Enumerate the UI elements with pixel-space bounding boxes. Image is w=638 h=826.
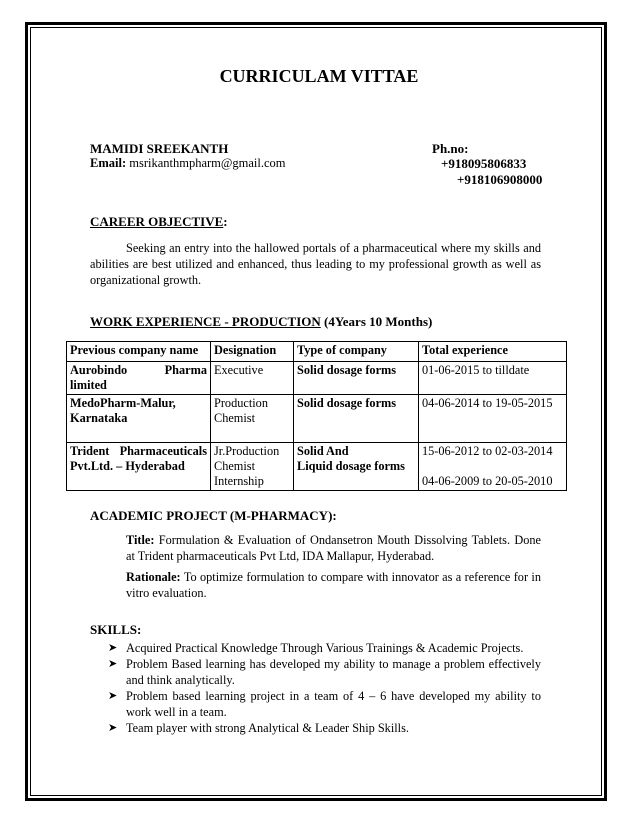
column-header: Previous company name — [67, 342, 211, 362]
email-line — [90, 156, 286, 171]
list-item — [108, 640, 541, 656]
experience-cell: 04-06-2014 to 19-05-2015 — [419, 395, 567, 443]
skill-text: Team player with strong Analytical & Leader Ship Skills. — [126, 721, 409, 735]
designation-line: Chemist — [214, 459, 255, 473]
company-name-part: Pharmaceuticals — [119, 444, 207, 458]
designation-line: Chemist — [214, 411, 255, 425]
designation-line: Jr.Production — [214, 444, 280, 458]
arrow-bullet-icon: ➤ — [108, 722, 118, 734]
project-rationale-paragraph — [126, 569, 541, 601]
phone-label: Ph.no: — [432, 141, 469, 156]
designation-cell — [211, 443, 294, 491]
company-name-part: Aurobindo — [70, 363, 128, 377]
project-title-paragraph — [126, 532, 541, 564]
career-objective-colon: : — [223, 214, 228, 229]
designation-line: Internship — [214, 474, 264, 488]
company-type-line: Solid And — [297, 444, 349, 458]
academic-project-heading: ACADEMIC PROJECT (M-PHARMACY): — [90, 508, 337, 523]
company-type-line: Liquid dosage forms — [297, 459, 405, 473]
experience-line: 04-06-2009 to 20-05-2010 — [422, 474, 553, 488]
skill-text: Acquired Practical Knowledge Through Various Trainings & Academic Projects. — [126, 641, 524, 655]
project-title-text: Formulation & Evaluation of Ondansetron Mouth Dissolving Tablets. Done at Trident pharmaceuticals Pvt Ltd, IDA Mallapur, Hyderabad. — [126, 533, 541, 563]
email-label: Email: — [90, 156, 127, 170]
experience-line: 15-06-2012 to 02-03-2014 — [422, 444, 553, 458]
company-type-cell: Solid dosage forms — [294, 395, 419, 443]
company-cell — [67, 443, 211, 491]
column-header: Type of company — [294, 342, 419, 362]
company-type-cell: Solid dosage forms — [294, 362, 419, 395]
company-name-part: Pvt.Ltd. – Hyderabad — [70, 459, 185, 473]
skills-list — [108, 640, 541, 736]
career-objective-heading-text: CAREER OBJECTIVE — [90, 214, 224, 229]
arrow-bullet-icon: ➤ — [108, 658, 118, 670]
company-name-part: Pharma — [164, 363, 207, 377]
company-type-cell — [294, 443, 419, 491]
list-item — [108, 688, 541, 720]
phone-number-1: +918095806833 — [441, 156, 527, 171]
list-item — [108, 720, 541, 736]
arrow-bullet-icon: ➤ — [108, 642, 118, 654]
designation-cell: Executive — [211, 362, 294, 395]
table-row — [67, 395, 567, 443]
work-experience-duration: (4Years 10 Months) — [324, 314, 433, 329]
project-rationale-text: To optimize formulation to compare with innovator as a reference for in vitro evaluation. — [126, 570, 541, 600]
skill-text: Problem based learning project in a team of 4 – 6 have developed my ability to work well in a team. — [126, 689, 541, 719]
column-header: Designation — [211, 342, 294, 362]
company-name-part: MedoPharm-Malur, — [70, 396, 176, 410]
career-objective-text: Seeking an entry into the hallowed portals of a pharmaceutical where my skills and abilities are best utilized and enhanced, thus leading to my professional growth as well as organizational growth. — [90, 241, 541, 287]
work-experience-table — [66, 341, 567, 491]
arrow-bullet-icon: ➤ — [108, 690, 118, 702]
work-experience-heading — [90, 314, 432, 330]
column-header: Total experience — [419, 342, 567, 362]
company-cell — [67, 362, 211, 395]
table-header-row — [67, 342, 567, 362]
experience-cell — [419, 443, 567, 491]
company-name-part: limited — [70, 378, 107, 392]
skills-heading: SKILLS: — [90, 622, 142, 637]
designation-cell — [211, 395, 294, 443]
skill-text: Problem Based learning has developed my ability to manage a problem effectively and think analytically. — [126, 657, 541, 687]
work-experience-heading-text: WORK EXPERIENCE - PRODUCTION — [90, 314, 321, 329]
project-rationale-label: Rationale: — [126, 570, 181, 584]
career-objective-heading — [90, 214, 228, 230]
document-title: CURRICULAM VITTAE — [219, 66, 419, 86]
experience-cell: 01-06-2015 to tilldate — [419, 362, 567, 395]
list-item — [108, 656, 541, 688]
table-row — [67, 443, 567, 491]
phone-number-2: +918106908000 — [457, 172, 543, 187]
company-cell — [67, 395, 211, 443]
company-name-part: Karnataka — [70, 411, 128, 425]
candidate-name: MAMIDI SREEKANTH — [90, 141, 229, 156]
designation-line: Production — [214, 396, 268, 410]
company-name-part: Trident — [70, 444, 110, 458]
table-row — [67, 362, 567, 395]
project-title-label: Title: — [126, 533, 155, 547]
email-address: msrikanthmpharm@gmail.com — [129, 156, 286, 170]
